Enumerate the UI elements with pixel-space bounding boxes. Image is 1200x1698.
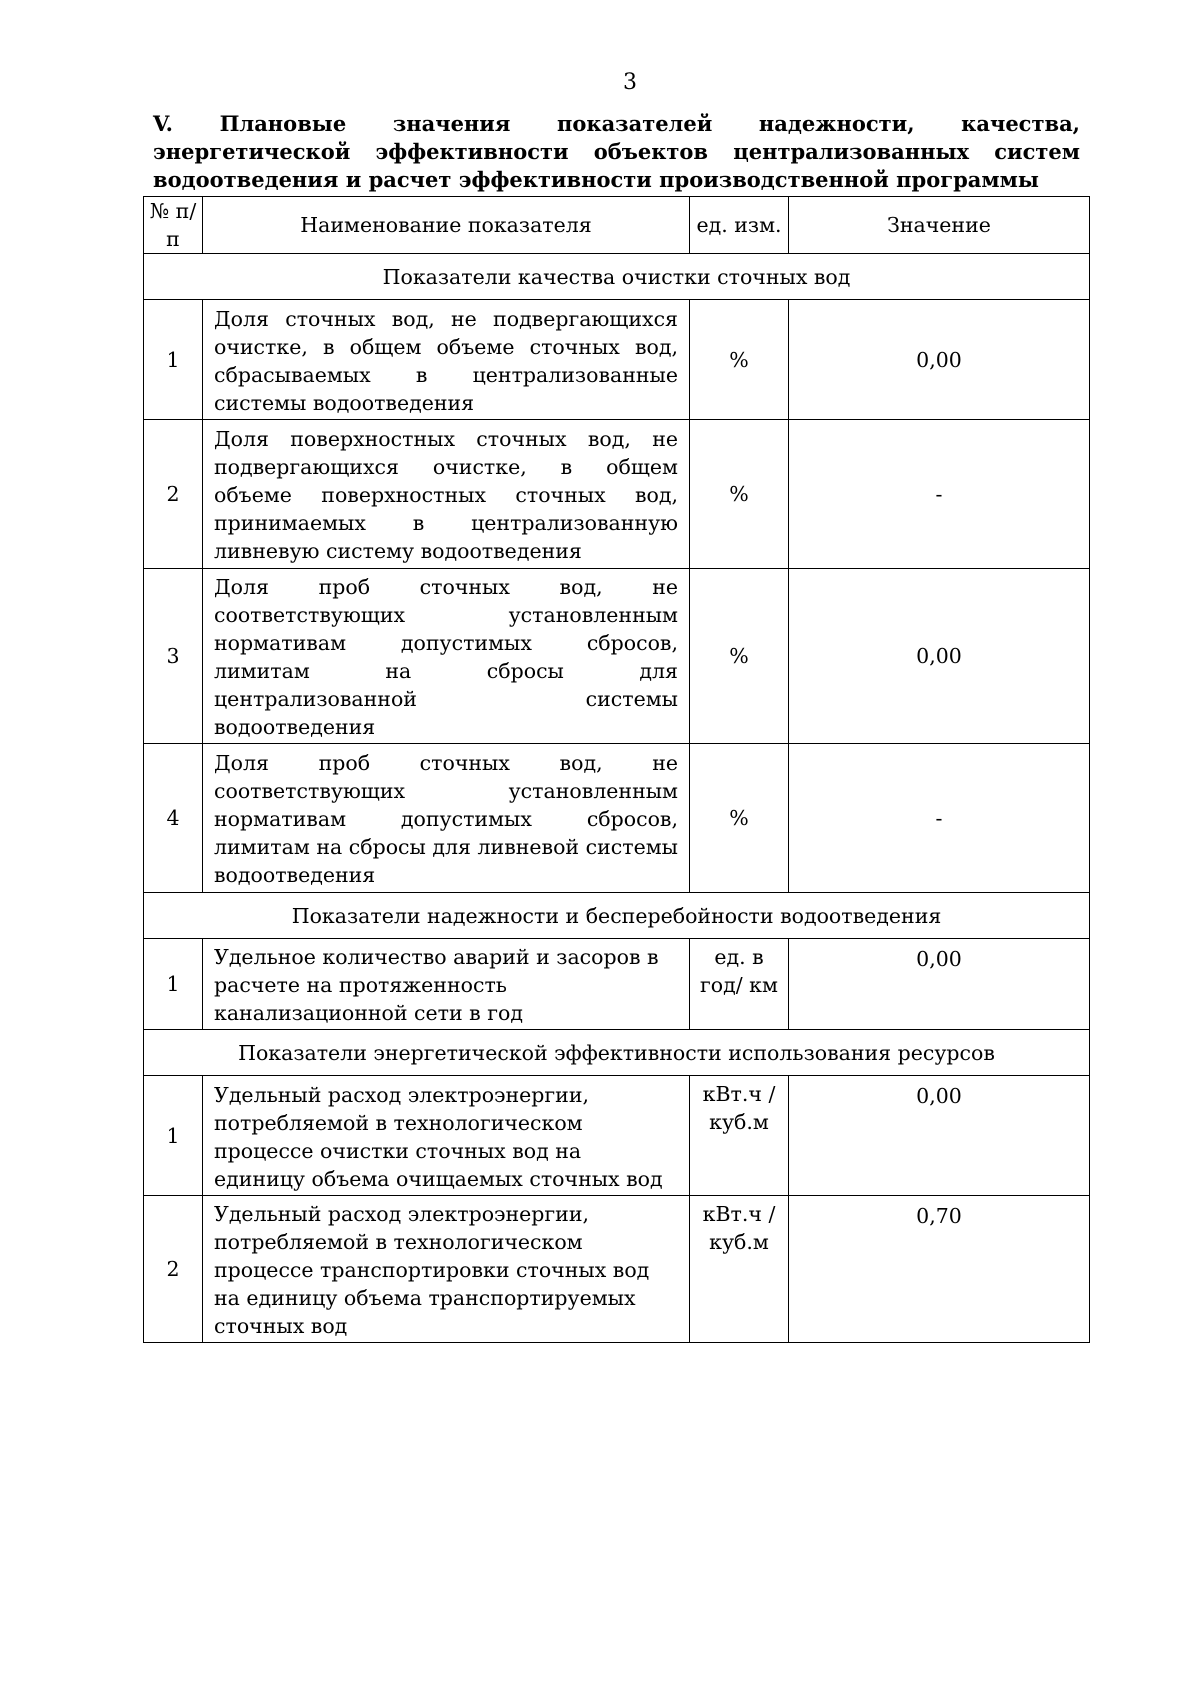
table-header-row [144, 197, 1090, 254]
section-title: Показатели качества очистки сточных вод [144, 254, 1090, 300]
table-row [144, 939, 1090, 1030]
table-row [144, 569, 1090, 744]
page-number: 3 [623, 70, 637, 95]
section-title: Показатели энергетической эффективности использования ресурсов [144, 1030, 1090, 1076]
table-row [144, 300, 1090, 420]
row-num: 2 [144, 420, 203, 569]
row-name: Удельный расход электроэнергии, потребляемой в технологическом процессе очистки сточных вод на единицу объема очищаемых сточных вод [214, 1082, 663, 1191]
row-name: Доля проб сточных вод, не соответствующих установленным нормативам допустимых сбросов, лимитам на сбросы для централизованной системы водоотведения [214, 575, 678, 739]
row-num: 1 [144, 1076, 203, 1196]
row-unit: кВт.ч / куб.м [690, 1076, 789, 1196]
table-row [144, 1076, 1090, 1196]
table-row [144, 1196, 1090, 1343]
row-value: 0,00 [789, 300, 1090, 420]
indicators-table [143, 196, 1090, 1343]
table-row [144, 744, 1090, 893]
row-name: Удельный расход электроэнергии, потребляемой в технологическом процессе транспортировки сточных вод на единицу объема транспортируемых сточных вод [214, 1202, 650, 1338]
row-num: 4 [144, 744, 203, 893]
row-value: - [789, 744, 1090, 893]
header-name: Наименование показателя [203, 197, 690, 254]
row-unit: ед. в год/ км [690, 939, 789, 1030]
table-row [144, 420, 1090, 569]
row-value: 0,70 [789, 1196, 1090, 1343]
row-value: 0,00 [789, 569, 1090, 744]
row-value: 0,00 [789, 1076, 1090, 1196]
row-unit: % [690, 744, 789, 893]
row-unit: % [690, 569, 789, 744]
section-row-reliability [144, 893, 1090, 939]
row-value: 0,00 [789, 939, 1090, 1030]
section-row-quality [144, 254, 1090, 300]
header-value: Значение [789, 197, 1090, 254]
section-title: Показатели надежности и бесперебойности водоотведения [144, 893, 1090, 939]
row-num: 3 [144, 569, 203, 744]
row-name: Доля проб сточных вод, не соответствующих установленным нормативам допустимых сбросов, лимитам на сбросы для ливневой системы водоотведения [214, 751, 678, 887]
row-value: - [789, 420, 1090, 569]
row-num: 1 [144, 939, 203, 1030]
section-row-energy [144, 1030, 1090, 1076]
section-heading: V. Плановые значения показателей надежности, качества, энергетической эффективности объектов централизованных систем водоотведения и расчет эффективности производственной программы [153, 111, 1080, 192]
row-unit: % [690, 300, 789, 420]
row-name: Доля сточных вод, не подвергающихся очистке, в общем объеме сточных вод, сбрасываемых в централизованные системы водоотведения [214, 306, 678, 415]
row-name: Доля поверхностных сточных вод, не подвергающихся очистке, в общем объеме поверхностных сточных вод, принимаемых в централизованную ливневую систему водоотведения [214, 427, 678, 563]
row-num: 1 [144, 300, 203, 420]
row-name: Удельное количество аварий и засоров в расчете на протяженность канализационной сети в год [214, 945, 659, 1025]
row-unit: кВт.ч / куб.м [690, 1196, 789, 1343]
row-num: 2 [144, 1196, 203, 1343]
header-unit: ед. изм. [690, 197, 789, 254]
header-num: № п/п [144, 197, 203, 254]
row-unit: % [690, 420, 789, 569]
